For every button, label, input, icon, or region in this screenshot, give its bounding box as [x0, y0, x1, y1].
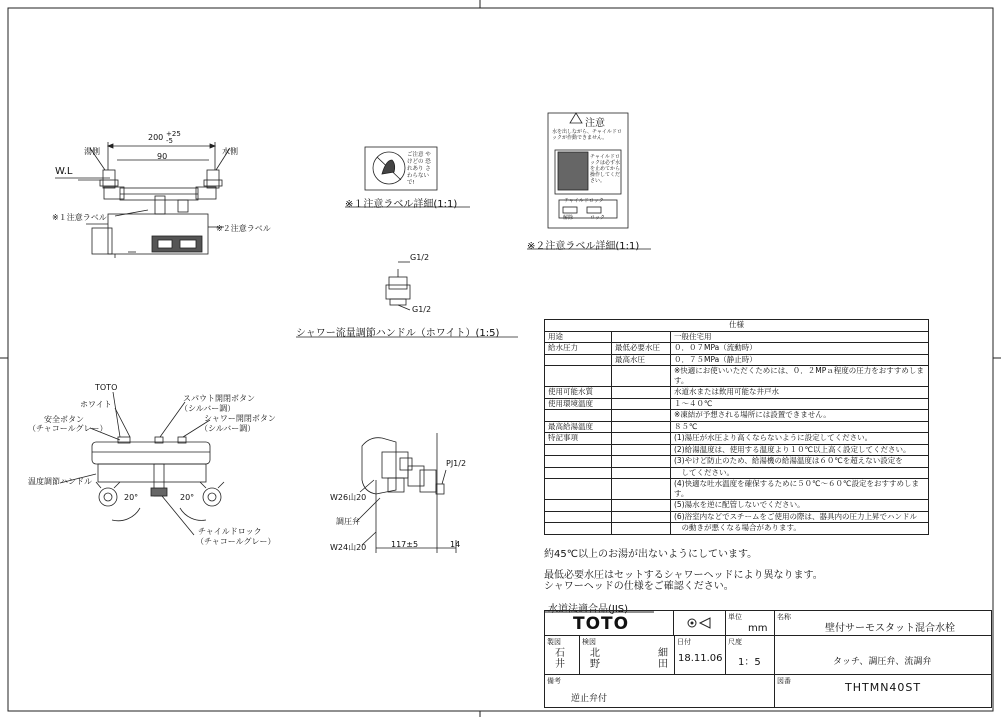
- spec-row: [545, 421, 929, 433]
- jis-label: 水道法適合品(JIS): [548, 604, 629, 615]
- note-1: 約45℃以上のお湯が出ないようにしています。: [544, 549, 758, 560]
- label2-pointer: ※２注意ラベル: [216, 224, 271, 233]
- spec-cell: (4)快適な吐水温度を確保するために５０℃〜６０℃設定をおすすめします。: [671, 479, 929, 500]
- dwg-label: 図番: [777, 677, 791, 685]
- dwg-cell: [774, 674, 992, 708]
- label2-caption: ※２注意ラベル詳細(1:1): [527, 241, 640, 252]
- label2-text2: チャイルドロックは必ず水を止めてから操作してください。: [590, 154, 621, 184]
- spec-title: 仕様: [545, 320, 929, 332]
- label1-pointer: ※１注意ラベル: [52, 213, 107, 222]
- brand-cell: [544, 610, 674, 636]
- child-lock-title: チャイルドロック: [564, 198, 604, 204]
- spec-row: [545, 410, 929, 422]
- spec-cell: 最高給湯温度: [545, 421, 612, 433]
- water-level-label: W.L: [55, 166, 73, 177]
- scale-cell: [725, 635, 775, 675]
- projection-icon: [674, 611, 725, 635]
- spec-cell: (6)浴室内などでスチームをご使用の際は、器具内の圧力上昇でハンドル: [671, 511, 929, 523]
- spec-row: [545, 523, 929, 535]
- drawn-label: 製図: [547, 638, 561, 646]
- subname-value: タッチ、調圧弁、流調弁: [833, 657, 932, 667]
- label2-text1: 水を出しながら、チャイルドロックが作動できません。: [552, 129, 622, 141]
- spec-cell: (3)やけど防止のため、給湯機の給湯温度は６０℃を超えない設定を: [671, 456, 929, 468]
- spec-row: [545, 398, 929, 410]
- scale-label: 尺度: [728, 638, 742, 646]
- w26-label: W26山20: [330, 493, 367, 502]
- spec-cell: [612, 398, 671, 410]
- spec-cell: ０．０７MPa（流動時）: [671, 343, 929, 355]
- projection-cell: [673, 610, 726, 636]
- label1-text: ご注意 やけどの 恐れあり さわらないで!: [407, 152, 431, 186]
- checked-cell: [579, 635, 675, 675]
- remarks-cell: [544, 674, 775, 708]
- spec-row: [545, 456, 929, 468]
- spec-cell: [612, 366, 671, 387]
- spec-cell: [545, 467, 612, 479]
- spec-row: [545, 479, 929, 500]
- spec-cell: (5)湯水を逆に配管しないでください。: [671, 500, 929, 512]
- drawn-cell: [544, 635, 580, 675]
- spec-body: [545, 331, 929, 534]
- spout-button-color: （シルバー調）: [180, 404, 236, 413]
- spec-row: [545, 433, 929, 445]
- spec-row: [545, 511, 929, 523]
- spec-cell: (2)給湯温度は、使用する温度より１０℃以上高く設定してください。: [671, 444, 929, 456]
- spec-cell: [612, 444, 671, 456]
- spec-cell: １〜４０℃: [671, 398, 929, 410]
- spec-table: [544, 319, 929, 535]
- temp-handle-label: 温度調節ハンドル: [28, 477, 92, 486]
- name-cell: [774, 610, 992, 636]
- spec-cell: [545, 511, 612, 523]
- spec-cell: 特記事項: [545, 433, 612, 445]
- checked-value-2: 細田: [658, 648, 668, 670]
- date-cell: [674, 635, 726, 675]
- handle-g-top: G1/2: [410, 253, 430, 262]
- dim-200-tol-lower: -5: [166, 137, 173, 145]
- name-label: 名称: [777, 613, 791, 621]
- lock-label: ロック: [590, 215, 605, 221]
- spec-cell: ※快適にお使いいただくためには、０．２MPａ程度の圧力をおすすめします。: [671, 366, 929, 387]
- spec-cell: [545, 444, 612, 456]
- label1-caption: ※１注意ラベル詳細(1:1): [345, 199, 458, 210]
- remarks-label: 備考: [547, 677, 561, 685]
- shower-button-color: （シルバー調）: [200, 424, 256, 433]
- spec-cell: [545, 500, 612, 512]
- scale-value: 1：5: [738, 657, 761, 668]
- side-view-drawing: [356, 433, 456, 553]
- dim-200: 200: [148, 133, 164, 142]
- unit-label: 単位: [728, 613, 742, 621]
- spec-cell: [612, 331, 671, 343]
- spec-cell: [545, 354, 612, 366]
- date-label: 日付: [677, 638, 691, 646]
- spec-row: [545, 366, 929, 387]
- spec-cell: [612, 467, 671, 479]
- spec-row: [545, 387, 929, 399]
- spec-cell: [612, 421, 671, 433]
- angle-right: 20°: [180, 493, 195, 502]
- label2-header: 注意: [585, 118, 605, 129]
- valve-label: 調圧弁: [336, 517, 360, 526]
- spout-button-label: スパウト開閉ボタン: [183, 394, 255, 403]
- spec-cell: の動きが悪くなる場合があります。: [671, 523, 929, 535]
- spec-cell: 給水圧力: [545, 343, 612, 355]
- handle-caption: シャワー流量調節ハンドル（ホワイト）(1:5): [296, 328, 500, 339]
- subname-cell: [774, 635, 992, 675]
- spec-cell: してください。: [671, 467, 929, 479]
- child-lock-label: チャイルドロック: [198, 527, 262, 536]
- spec-cell: ８５℃: [671, 421, 929, 433]
- spec-cell: [612, 511, 671, 523]
- pj-label: PJ1/2: [446, 459, 467, 468]
- unit-value: mm: [748, 623, 768, 634]
- release-label: 解除: [563, 215, 574, 221]
- dwg-value: THTMN40ST: [845, 681, 922, 694]
- spec-cell: 一般住宅用: [671, 331, 929, 343]
- dim-90: 90: [157, 152, 168, 161]
- toto-mark-label: TOTO: [95, 383, 118, 392]
- child-lock-color: （チャコールグレー）: [196, 537, 276, 546]
- spec-cell: [545, 410, 612, 422]
- handle-g-bottom: G1/2: [412, 305, 432, 314]
- note-3: シャワーヘッドの仕様をご確認ください。: [544, 581, 734, 592]
- spec-cell: [545, 456, 612, 468]
- shower-button-label: シャワー開閉ボタン: [204, 414, 276, 423]
- spec-cell: 使用環境温度: [545, 398, 612, 410]
- name-value: 壁付サーモスタット混合水栓: [825, 623, 955, 634]
- dim-117: 117±5: [391, 540, 419, 549]
- spec-cell: [612, 410, 671, 422]
- spec-cell: 最低必要水圧: [612, 343, 671, 355]
- angle-left: 20°: [124, 493, 139, 502]
- spec-cell: [612, 456, 671, 468]
- spec-cell: [545, 523, 612, 535]
- spec-cell: [545, 479, 612, 500]
- spec-cell: [612, 387, 671, 399]
- spec-cell: [612, 523, 671, 535]
- spec-cell: 最高水圧: [612, 354, 671, 366]
- spec-cell: 使用可能水質: [545, 387, 612, 399]
- remarks-value: 逆止弁付: [571, 694, 608, 704]
- unit-cell: [725, 610, 775, 636]
- spec-cell: 用途: [545, 331, 612, 343]
- white-label: ホワイト: [80, 400, 112, 409]
- dim-200-tol-upper: +25: [166, 130, 181, 138]
- title-block: [544, 598, 992, 710]
- w24-label: W24山20: [330, 543, 367, 552]
- safety-button-color: （チャコールグレー）: [28, 424, 108, 433]
- safety-button-label: 安全ボタン: [44, 415, 84, 424]
- spec-row: [545, 444, 929, 456]
- spec-row: [545, 331, 929, 343]
- spec-row: [545, 343, 929, 355]
- spec-cell: ０．７５MPa（静止時）: [671, 354, 929, 366]
- drawn-value: 石井: [555, 648, 565, 670]
- spec-cell: 水道水または飲用可能な井戸水: [671, 387, 929, 399]
- spec-cell: [612, 433, 671, 445]
- spec-cell: [545, 366, 612, 387]
- spec-row: [545, 500, 929, 512]
- cold-side-label: 水側: [222, 147, 238, 156]
- date-value: 18.11.06: [678, 653, 723, 664]
- spec-cell: [612, 500, 671, 512]
- spec-row: [545, 467, 929, 479]
- checked-value: 北野: [590, 648, 600, 670]
- dim-14: 14: [450, 540, 461, 549]
- front-view-drawing: [55, 142, 230, 258]
- spec-row: [545, 354, 929, 366]
- hot-side-label: 湯側: [84, 147, 100, 156]
- spec-cell: ※凍結が予想される場所には設置できません。: [671, 410, 929, 422]
- spec-cell: (1)湯圧が水圧より高くならないように設定してください。: [671, 433, 929, 445]
- note-2: 最低必要水圧はセットするシャワーヘッドにより異なります。: [544, 570, 823, 581]
- checked-label: 検図: [582, 638, 596, 646]
- spec-cell: [612, 479, 671, 500]
- toto-logo: TOTO: [573, 614, 630, 634]
